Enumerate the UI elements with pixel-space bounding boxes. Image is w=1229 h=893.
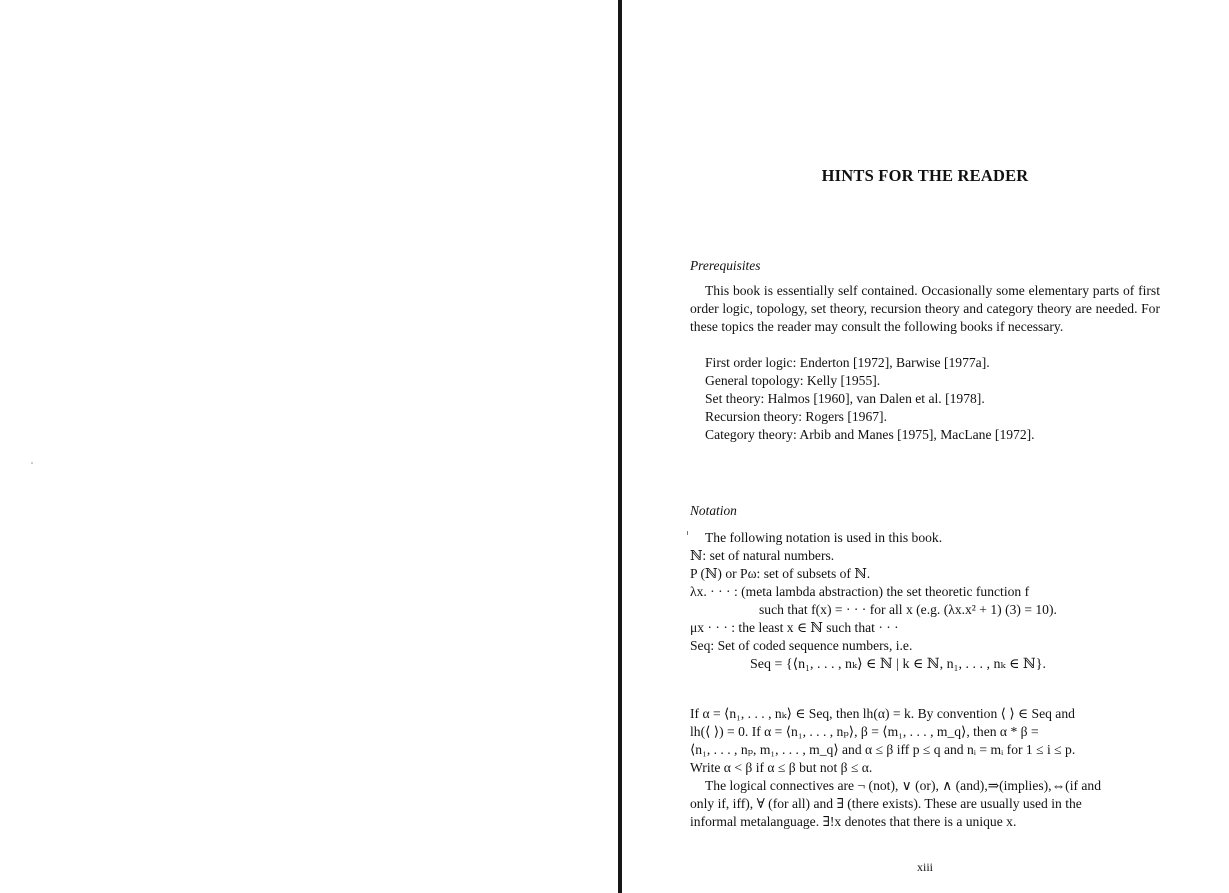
reference-item: First order logic: Enderton [1972], Barwise [1977a].	[705, 355, 990, 370]
prerequisites-heading: Prerequisites	[690, 258, 761, 273]
paragraph-line: only if, iff), ∀ (for all) and ∃ (there exists). These are usually used in the	[690, 796, 1082, 811]
reference-item: General topology: Kelly [1955].	[705, 373, 881, 388]
notation-line: λx. · · · : (meta lambda abstraction) the set theoretic function f	[690, 584, 1030, 599]
notation-line: Seq: Set of coded sequence numbers, i.e.	[690, 638, 913, 653]
page-speck	[31, 462, 33, 464]
notation-list	[690, 529, 1160, 655]
connectives-paragraph	[690, 777, 1160, 831]
paragraph-line: If α = ⟨n₁, . . . , nₖ⟩ ∈ Seq, then lh(α) = k. By convention ⟨ ⟩ ∈ Seq and	[690, 706, 1075, 721]
length-paragraph	[690, 705, 1160, 777]
paragraph-line: ⟨n₁, . . . , nₚ, m₁, . . . , m_q⟩ and α ≤ β iff p ≤ q and nᵢ = mᵢ for 1 ≤ i ≤ p.	[690, 742, 1076, 757]
margin-tick	[687, 531, 688, 535]
paragraph-line: The logical connectives are ¬ (not), ∨ (or), ∧ (and),⇒(implies),⇔(if and	[705, 778, 1102, 793]
notation-line: such that f(x) = · · · for all x (e.g. (λx.x² + 1) (3) = 10).	[759, 602, 1057, 617]
page-number: xiii	[917, 860, 934, 874]
reference-item: Recursion theory: Rogers [1967].	[705, 409, 887, 424]
paragraph-line: Write α < β if α ≤ β but not β ≤ α.	[690, 760, 873, 775]
notation-line: ℕ: set of natural numbers.	[690, 548, 835, 563]
reference-item: Category theory: Arbib and Manes [1975], MacLane [1972].	[705, 427, 1035, 442]
notation-line: P (ℕ) or Pω: set of subsets of ℕ.	[690, 566, 871, 581]
reference-list	[690, 354, 1160, 444]
prerequisites-intro: This book is essentially self contained. Occasionally some elementary parts of first order logic, topology, set theory, recursion theory and category theory are needed. For these topics the reader may consult the following books if necessary.	[690, 283, 1160, 334]
notation-heading: Notation	[690, 503, 737, 518]
paragraph-line: informal metalanguage. ∃!x denotes that there is a unique x.	[690, 814, 1017, 829]
paragraph-line: lh(⟨ ⟩) = 0. If α = ⟨n₁, . . . , nₚ⟩, β = ⟨m₁, . . . , m_q⟩, then α * β =	[690, 724, 1039, 739]
page-title: HINTS FOR THE READER	[821, 166, 1029, 185]
notation-line: μx · · · : the least x ∈ ℕ such that · · ·	[690, 620, 899, 635]
notation-intro: The following notation is used in this book.	[705, 530, 943, 545]
reference-item: Set theory: Halmos [1960], van Dalen et al. [1978].	[705, 391, 985, 406]
seq-definition: Seq = {⟨n₁, . . . , nₖ⟩ ∈ ℕ | k ∈ ℕ, n₁, . . . , nₖ ∈ ℕ}.	[750, 657, 1047, 672]
